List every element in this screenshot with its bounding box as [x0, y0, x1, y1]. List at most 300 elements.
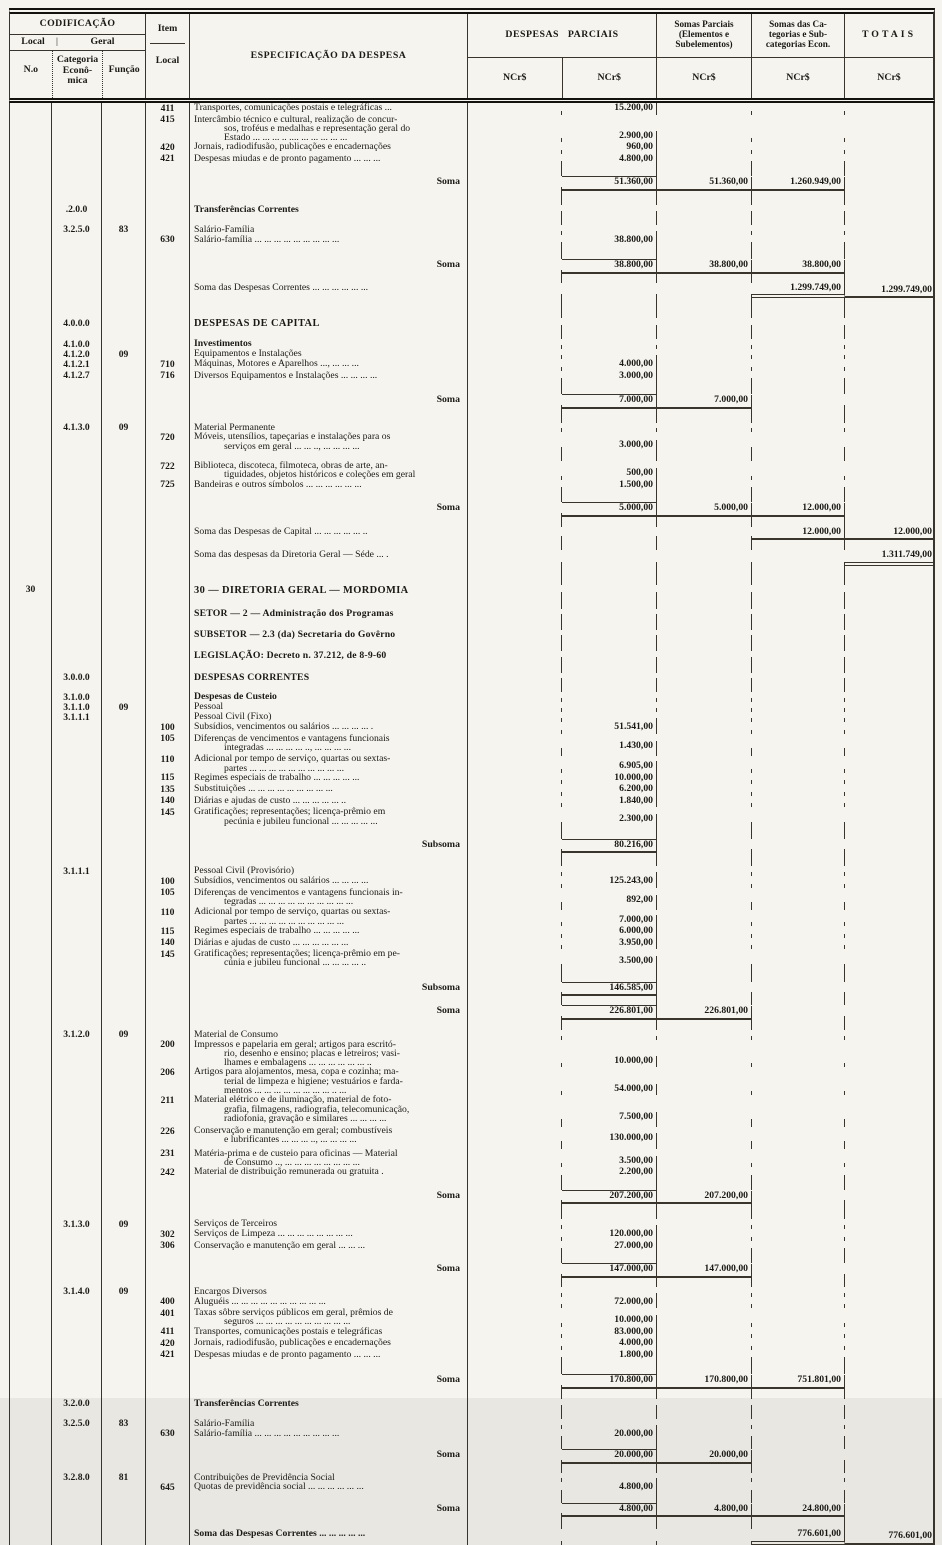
spacer-cell — [845, 246, 933, 259]
somas-parciais-header-group — [657, 14, 752, 98]
spacer-cell — [468, 329, 562, 339]
spacer-cell — [657, 618, 752, 630]
spacer-cell — [657, 491, 752, 502]
funcao-cell — [102, 839, 146, 854]
desc-line: Gratificações; representações; licença-prêmio em — [194, 806, 386, 818]
spacer-cell — [102, 853, 146, 866]
ncr-a-cell — [468, 1091, 562, 1095]
desc-line: integradas ... ... ... ... .., ... ... ... ... — [224, 741, 351, 753]
funcao-cell — [102, 673, 146, 683]
spacer-cell — [752, 752, 845, 756]
especificacao-cell — [190, 1529, 468, 1545]
funcao-cell — [102, 154, 146, 166]
soma-categoria-cell: 1.260.949,00 — [752, 177, 845, 191]
spacer-cell — [146, 1464, 190, 1473]
total-cell — [845, 1425, 933, 1429]
spacer-cell — [468, 596, 562, 609]
spacer-cell — [562, 1464, 657, 1473]
funcao-cell — [102, 876, 146, 888]
spacer-cell — [146, 639, 190, 651]
soma-parcial-cell: 207.200,00 — [657, 1191, 752, 1205]
no-cell — [10, 1503, 52, 1518]
spacer-cell — [562, 215, 657, 225]
spacer-cell — [10, 1278, 52, 1287]
somas-categorias-line-1: Somas das Ca- — [769, 19, 827, 29]
spacer-cell — [146, 661, 190, 673]
desc-line: Biblioteca, discoteca, filmoteca, obras de arte, an- — [194, 460, 388, 472]
spacer-row — [10, 1252, 933, 1263]
categoria-cell: 3.0.0.0 — [52, 673, 102, 683]
table-row — [10, 1429, 933, 1441]
spacer-cell — [10, 996, 52, 1005]
spacer-cell — [468, 1517, 562, 1529]
especificacao-cell — [190, 371, 468, 383]
item-cell: 630 — [146, 235, 190, 247]
item-cell — [146, 259, 190, 274]
desc-line: Salário-família ... ... ... ... ... ... ... ... ... — [194, 1427, 340, 1439]
spacer-cell — [146, 1494, 190, 1503]
soma-parcial-cell — [657, 231, 752, 235]
soma-categoria-cell — [752, 476, 845, 480]
soma-label: Soma — [436, 1374, 460, 1386]
categoria-cell — [52, 1449, 102, 1464]
desc-line: serviços em geral ... ... .., ... ... ... ... — [224, 440, 360, 452]
especificacao-cell — [190, 480, 468, 492]
spacer-cell — [52, 1389, 102, 1399]
soma-categoria-cell — [752, 698, 845, 702]
categoria-cell — [52, 1529, 102, 1545]
spacer-cell — [468, 566, 562, 585]
item-cell: 100 — [146, 876, 190, 888]
spacer-cell — [468, 661, 562, 673]
table-row — [10, 461, 933, 480]
soma-parcial-cell — [657, 1334, 752, 1338]
especificacao-cell — [190, 259, 468, 274]
spacer-cell — [52, 298, 102, 318]
spacer-cell — [190, 1252, 468, 1263]
no-cell — [10, 480, 52, 492]
item-cell — [146, 609, 190, 618]
spacer-cell — [657, 191, 752, 205]
spacer-cell — [102, 382, 146, 394]
no-cell — [10, 1374, 52, 1389]
spacer-cell — [562, 752, 657, 756]
despesa-parcial-cell: 3.500,00 — [562, 1156, 657, 1168]
desc-line: Subsídios, vencimentos ou salários ... ... ... ... . — [194, 721, 374, 733]
no-cell — [10, 359, 52, 371]
spacer-cell — [102, 329, 146, 339]
total-cell — [845, 792, 933, 796]
spacer-cell — [752, 996, 845, 1005]
spacer-row — [10, 1389, 933, 1399]
spacer-cell — [468, 1440, 562, 1449]
spacer-cell — [752, 1464, 845, 1473]
spacer-cell — [752, 382, 845, 394]
item-cell — [146, 1374, 190, 1389]
table-row — [10, 103, 933, 115]
spacer-cell — [657, 1409, 752, 1419]
spacer-row — [10, 1517, 933, 1529]
total-cell — [845, 345, 933, 349]
soma-label: Subsoma — [421, 838, 460, 850]
categoria-cell: .2.0.0 — [52, 205, 102, 215]
spacer-cell — [190, 491, 468, 502]
spacer-cell — [468, 451, 562, 461]
spacer-cell — [845, 752, 933, 756]
ncr-a-cell — [468, 1163, 562, 1167]
spacer-cell — [10, 329, 52, 339]
funcao-cell — [102, 371, 146, 383]
soma-parcial-cell — [657, 708, 752, 712]
desc-line: Salário-Família — [194, 1417, 255, 1429]
spacer-cell — [845, 1389, 933, 1399]
spacer-cell — [752, 618, 845, 630]
item-cell: 231 — [146, 1149, 190, 1168]
ncr-a-cell — [468, 345, 562, 349]
spacer-cell — [845, 1179, 933, 1190]
spacer-cell — [657, 1278, 752, 1287]
spacer-cell — [468, 298, 562, 318]
spacer-cell — [190, 968, 468, 982]
no-cell — [10, 1350, 52, 1362]
spacer-cell — [52, 639, 102, 651]
spacer-cell — [562, 596, 657, 609]
spacer-cell — [562, 1517, 657, 1529]
item-cell: 115 — [146, 926, 190, 938]
spacer-cell — [752, 1123, 845, 1127]
categoria-line-2: Econô- — [62, 64, 93, 76]
despesa-parcial-cell: 10.000,00 — [562, 1315, 657, 1327]
item-cell — [146, 673, 190, 683]
ncr-a-cell — [468, 934, 562, 938]
ncr-a-cell — [468, 428, 562, 432]
desc-line: partes ... ... ... ... ... ... ... ... ... ... — [224, 762, 345, 774]
spacer-cell — [562, 517, 657, 527]
soma-parcial-cell — [657, 138, 752, 142]
despesa-parcial-cell — [562, 1541, 657, 1545]
spacer-cell — [562, 1278, 657, 1287]
local-label: Local — [21, 36, 45, 48]
categoria-cell — [52, 1241, 102, 1253]
spacer-cell — [146, 1278, 190, 1287]
categoria-line-1: Categoria — [56, 54, 99, 65]
somas-parciais-line-3: Subelementos) — [675, 39, 733, 50]
categoria-cell — [52, 949, 102, 968]
desc-line: Salário-Família — [194, 223, 255, 235]
soma-parcial-cell — [657, 718, 752, 722]
no-cell — [10, 734, 52, 753]
total-cell — [845, 1304, 933, 1308]
table-row — [10, 1167, 933, 1179]
spacer-cell — [562, 566, 657, 585]
total-cell — [845, 150, 933, 154]
especificacao-cell — [190, 1503, 468, 1518]
ncr-a-cell — [468, 1425, 562, 1429]
spacer-cell — [10, 215, 52, 225]
spacer-cell — [657, 517, 752, 527]
table-row — [10, 502, 933, 517]
spacer-cell — [752, 1252, 845, 1263]
desc-line: Equipamentos e Instalações — [194, 348, 302, 360]
table-row — [10, 1149, 933, 1168]
total-cell — [845, 1237, 933, 1241]
spacer-cell — [752, 906, 845, 910]
total-cell — [845, 1334, 933, 1338]
no-cell — [10, 461, 52, 480]
spacer-cell — [657, 1389, 752, 1399]
desc-line: Transportes, comunicações postais e telegráficas — [194, 1325, 383, 1337]
especificacao-cell — [190, 651, 468, 660]
especificacao-cell — [190, 176, 468, 191]
total-cell — [845, 1225, 933, 1229]
spacer-cell — [657, 596, 752, 609]
desc-line: Jornais, radiodifusão, publicações e encadernações — [194, 141, 391, 153]
spacer-cell — [752, 191, 845, 205]
codificacao-subheaders — [10, 51, 145, 98]
spacer-cell — [10, 618, 52, 630]
desc-line: lhames e embalagens ... ... ... ... ... ... .. — [224, 1057, 372, 1069]
spacer-cell — [468, 906, 562, 910]
spacer-cell — [845, 1123, 933, 1127]
soma-parcial-cell — [657, 1225, 752, 1229]
soma-parcial-cell — [657, 1346, 752, 1350]
table-row — [10, 318, 933, 329]
despesa-parcial-cell: 1.840,00 — [562, 796, 657, 808]
desc-line: sos, troféus e medalhas e representação geral do — [224, 122, 411, 134]
item-cell — [146, 550, 190, 566]
table-row — [10, 1482, 933, 1494]
categoria-cell — [52, 734, 102, 753]
soma-parcial-cell — [657, 1425, 752, 1429]
soma-parcial-cell — [657, 1036, 752, 1040]
categoria-cell — [52, 1040, 102, 1068]
desc-line: mentos ... ... ... ... ... ... ... ... .. ... — [224, 1084, 347, 1096]
table-row — [10, 609, 933, 618]
funcao-cell — [102, 1503, 146, 1518]
item-cell — [146, 1399, 190, 1409]
categoria-cell — [52, 876, 102, 888]
total-cell — [845, 476, 933, 480]
funcao-cell — [102, 283, 146, 299]
soma-categoria-cell — [752, 345, 845, 349]
especificacao-cell — [190, 982, 468, 997]
categoria-cell — [52, 1350, 102, 1362]
spacer-cell — [190, 298, 468, 318]
spacer-cell — [468, 682, 562, 692]
spacer-cell — [102, 298, 146, 318]
soma-categoria-cell — [752, 367, 845, 371]
funcao-cell — [102, 1327, 146, 1339]
item-cell — [146, 339, 190, 349]
item-cell — [146, 651, 190, 660]
no-cell — [10, 839, 52, 854]
spacer-cell — [657, 1252, 752, 1263]
desc-line: Serviços de Terceiros — [194, 1218, 278, 1230]
no-cell — [10, 502, 52, 517]
table-row — [10, 876, 933, 888]
item-cell — [146, 318, 190, 329]
spacer-cell — [190, 661, 468, 673]
item-cell: 105 — [146, 888, 190, 907]
desc-line: Taxas sôbre serviços públicos em geral, prêmios de — [194, 1307, 393, 1319]
spacer-row — [10, 996, 933, 1005]
spacer-cell — [752, 215, 845, 225]
spacer-row — [10, 1440, 933, 1449]
total-cell — [845, 1293, 933, 1297]
spacer-cell — [468, 1361, 562, 1374]
especificacao-cell — [190, 888, 468, 907]
total-cell — [845, 780, 933, 784]
funcao-cell: 83 — [102, 1419, 146, 1429]
spacer-cell — [562, 1252, 657, 1263]
item-cell: 630 — [146, 1429, 190, 1441]
desc-line: Salário-família ... ... ... ... ... ... ... ... ... — [194, 233, 340, 245]
soma-categoria-cell — [752, 1237, 845, 1241]
desc-line: Diárias e ajudas de custo ... ... ... ... ... ... — [194, 936, 349, 948]
item-cell — [146, 394, 190, 409]
spacer-cell — [102, 826, 146, 839]
spacer-cell — [657, 451, 752, 461]
soma-parcial-cell: 51.360,00 — [657, 177, 752, 191]
soma-label: Subsoma — [421, 981, 460, 993]
spacer-cell — [468, 1123, 562, 1127]
spacer-cell — [52, 540, 102, 550]
despesa-parcial-cell: 5.000,00 — [562, 502, 657, 517]
soma-parcial-cell — [657, 1063, 752, 1067]
spacer-row — [10, 1361, 933, 1374]
ncr-a-cell — [468, 1323, 562, 1327]
item-cell: 100 — [146, 722, 190, 734]
spacer-cell — [10, 853, 52, 866]
spacer-row — [10, 382, 933, 394]
spacer-cell — [752, 329, 845, 339]
spacer-cell — [10, 491, 52, 502]
categoria-cell — [52, 1482, 102, 1494]
no-cell — [10, 702, 52, 712]
despesa-parcial-cell: 20.000,00 — [562, 1449, 657, 1464]
funcao-cell — [102, 926, 146, 938]
item-cell — [146, 585, 190, 596]
spacer-cell — [657, 382, 752, 394]
funcao-cell — [102, 754, 146, 773]
spacer-cell — [10, 191, 52, 205]
spacer-cell — [657, 566, 752, 585]
desc-line: DESPESAS CORRENTES — [194, 671, 310, 683]
spacer-cell — [52, 1361, 102, 1374]
funcao-cell — [102, 103, 146, 115]
despesa-parcial-cell: 3.000,00 — [562, 371, 657, 383]
despesa-parcial-cell: 15.200,00 — [562, 103, 657, 115]
total-cell — [845, 1063, 933, 1067]
spacer-cell — [562, 540, 657, 550]
spacer-cell — [752, 540, 845, 550]
ncr-a-cell — [468, 769, 562, 773]
soma-categoria-cell — [752, 1334, 845, 1338]
table-row — [10, 926, 933, 938]
especificacao-cell — [190, 103, 468, 115]
soma-parcial-cell — [657, 1478, 752, 1482]
spacer-cell — [102, 996, 146, 1005]
spacer-cell — [562, 382, 657, 394]
spacer-cell — [562, 246, 657, 259]
item-cell: 710 — [146, 359, 190, 371]
funcao-cell: 09 — [102, 1219, 146, 1229]
table-row — [10, 1067, 933, 1095]
especificacao-cell — [190, 154, 468, 166]
spacer-cell — [657, 274, 752, 283]
spacer-cell — [845, 329, 933, 339]
despesa-parcial-cell: 3.500,00 — [562, 956, 657, 968]
somas-categorias-line-3: categorias Econ. — [765, 39, 831, 50]
codificacao-header-group — [10, 14, 146, 98]
spacer-cell — [10, 1361, 52, 1374]
desc-line: Subsídios, vencimentos ou salários ... ... ... ... — [194, 875, 369, 887]
no-cell — [10, 142, 52, 154]
despesas-parciais-header-group — [468, 14, 657, 98]
desc-line: tegradas ... ... ... ... ... ... ... ... ... ... — [224, 896, 354, 908]
spacer-cell — [845, 1204, 933, 1219]
total-cell — [845, 698, 933, 702]
soma-parcial-cell: 5.000,00 — [657, 503, 752, 517]
somas-parciais-line-2: (Elementos e — [678, 29, 730, 40]
total-cell — [845, 922, 933, 926]
spacer-cell — [845, 491, 933, 502]
no-cell — [10, 796, 52, 808]
spacer-cell — [468, 826, 562, 839]
spacer-cell — [845, 853, 933, 866]
funcao-cell — [102, 1241, 146, 1253]
especificacao-cell — [190, 1482, 468, 1494]
no-cell — [10, 1241, 52, 1253]
table-row — [10, 259, 933, 274]
categoria-cell — [52, 1167, 102, 1179]
soma-categoria-cell — [752, 730, 845, 734]
spacer-cell — [562, 968, 657, 982]
spacer-cell — [146, 1252, 190, 1263]
despesa-parcial-cell: 10.000,00 — [562, 1056, 657, 1068]
especificacao-cell — [190, 1095, 468, 1123]
ncr-a-cell — [468, 872, 562, 876]
table-row — [10, 784, 933, 796]
soma-categoria-cell — [752, 428, 845, 432]
table-row — [10, 225, 933, 235]
spacer-cell — [468, 853, 562, 866]
total-cell — [845, 708, 933, 712]
table-row — [10, 142, 933, 154]
no-cell — [10, 1067, 52, 1095]
soma-parcial-cell — [657, 945, 752, 949]
categoria-line-3: mica — [67, 75, 88, 86]
categoria-cell — [52, 480, 102, 492]
especificacao-cell — [190, 907, 468, 926]
despesa-parcial-cell: 51.541,00 — [562, 722, 657, 734]
table-row — [10, 1263, 933, 1278]
despesa-parcial-cell: 892,00 — [562, 895, 657, 907]
funcao-cell — [102, 1374, 146, 1389]
item-cell: 200 — [146, 1040, 190, 1068]
spacer-cell — [146, 191, 190, 205]
despesa-parcial-cell — [562, 345, 657, 349]
spacer-cell — [845, 566, 933, 585]
categoria-cell — [52, 1297, 102, 1309]
spacer-cell — [52, 1409, 102, 1419]
categoria-cell — [52, 394, 102, 409]
especificacao-cell — [190, 527, 468, 541]
spacer-cell — [52, 968, 102, 982]
despesa-parcial-cell: 170.800,00 — [562, 1374, 657, 1389]
categoria-cell: 3.2.5.0 — [52, 225, 102, 235]
total-cell — [845, 1478, 933, 1482]
